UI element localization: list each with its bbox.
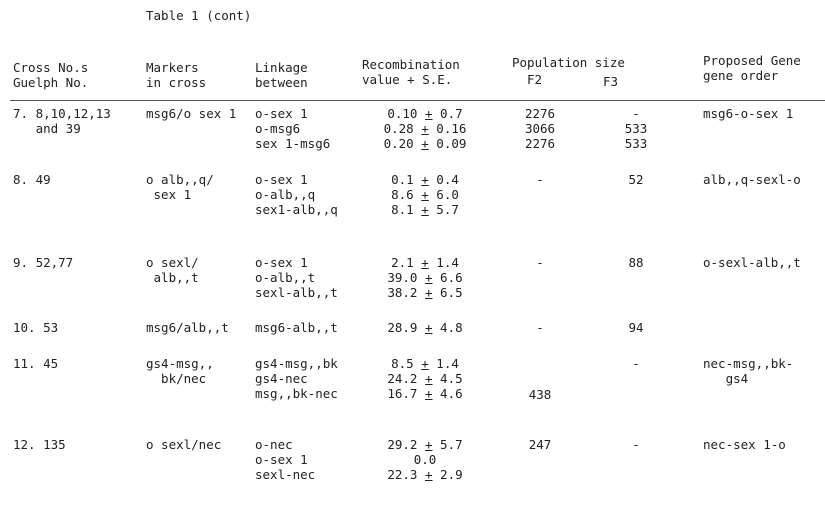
markers-in-cross: o alb,,q/ [146, 172, 214, 187]
recombination-value: 8.6 + 6.0 [391, 187, 459, 202]
plus-minus-sign: + [425, 371, 433, 386]
plus-minus-sign: + [421, 136, 429, 151]
linkage-between: o-sex 1 [255, 172, 308, 187]
markers-in-cross: msg6/alb,,t [146, 320, 229, 335]
population-f3: - [632, 356, 640, 371]
header-linkage-line1: Linkage [255, 60, 308, 75]
population-f2: 247 [528, 437, 552, 452]
population-f2: - [536, 255, 544, 270]
recombination-value: 0.1 + 0.4 [391, 172, 459, 187]
proposed-gene-order: o-sexl-alb,,t [703, 255, 801, 270]
population-f3: 88 [628, 255, 644, 270]
plus-minus-sign: + [421, 187, 429, 202]
markers-in-cross: o sexl/ [146, 255, 199, 270]
recombination-value: 0.20 + 0.09 [383, 136, 467, 151]
population-f2: - [536, 320, 544, 335]
linkage-between: o-msg6 [255, 121, 301, 136]
recombination-value: 2.1 + 1.4 [391, 255, 459, 270]
proposed-gene-order: nec-msg,,bk- [703, 356, 794, 371]
population-f2: - [536, 172, 544, 187]
plus-minus-sign: + [421, 356, 429, 371]
header-cross-line1: Cross No.s [13, 60, 89, 75]
header-cross-line2: Guelph No. [13, 75, 89, 90]
header-recomb-line1: Recombination [362, 57, 460, 72]
header-linkage-line2: between [255, 75, 308, 90]
header-recomb-line2: value + S.E. [362, 72, 453, 87]
markers-in-cross: alb,,t [146, 270, 199, 285]
cross-number: 12. 135 [13, 437, 66, 452]
population-f3: 533 [624, 121, 648, 136]
proposed-gene-order: msg6-o-sex 1 [703, 106, 794, 121]
cross-number: 11. 45 [13, 356, 59, 371]
header-markers-line2: in cross [146, 75, 207, 90]
cross-number: 9. 52,77 [13, 255, 74, 270]
linkage-between: sexl-alb,,t [255, 285, 338, 300]
header-markers-line1: Markers [146, 60, 199, 75]
population-f3: 94 [628, 320, 644, 335]
proposed-gene-order: gs4 [703, 371, 749, 386]
linkage-between: msg6-alb,,t [255, 320, 338, 335]
markers-in-cross: sex 1 [146, 187, 192, 202]
linkage-between: o-sex 1 [255, 255, 308, 270]
header-population-size: Population size [512, 55, 625, 70]
plus-minus-sign: + [421, 202, 429, 217]
population-f3: 533 [624, 136, 648, 151]
header-f2: F2 [527, 72, 543, 87]
linkage-between: msg,,bk-nec [255, 386, 338, 401]
population-f2: 2276 [524, 106, 556, 121]
population-f3: - [632, 437, 640, 452]
population-f2: 2276 [524, 136, 556, 151]
plus-minus-sign: + [421, 172, 429, 187]
recombination-value: 0.0 [413, 452, 437, 467]
markers-in-cross: gs4-msg,, [146, 356, 214, 371]
recombination-value: 29.2 + 5.7 [387, 437, 463, 452]
linkage-between: sex 1-msg6 [255, 136, 331, 151]
recombination-value: 0.28 + 0.16 [383, 121, 467, 136]
population-f2: 3066 [524, 121, 556, 136]
plus-minus-sign: + [421, 121, 429, 136]
recombination-value: 24.2 + 4.5 [387, 371, 463, 386]
population-f3: 52 [628, 172, 644, 187]
header-f3: F3 [603, 74, 619, 89]
recombination-value: 39.0 + 6.6 [387, 270, 463, 285]
linkage-between: sex1-alb,,q [255, 202, 338, 217]
linkage-between: gs4-nec [255, 371, 308, 386]
cross-number: 8. 49 [13, 172, 51, 187]
linkage-between: o-sex 1 [255, 452, 308, 467]
population-f3: - [632, 106, 640, 121]
markers-in-cross: msg6/o sex 1 [146, 106, 237, 121]
plus-minus-sign: + [425, 386, 433, 401]
plus-minus-sign: + [421, 255, 429, 270]
cross-number: 10. 53 [13, 320, 59, 335]
recombination-value: 8.5 + 1.4 [391, 356, 459, 371]
plus-minus-sign: + [425, 320, 433, 335]
linkage-between: gs4-msg,,bk [255, 356, 338, 371]
proposed-gene-order: alb,,q-sexl-o [703, 172, 801, 187]
linkage-between: o-alb,,q [255, 187, 316, 202]
linkage-between: o-sex 1 [255, 106, 308, 121]
proposed-gene-order: nec-sex 1-o [703, 437, 786, 452]
recombination-value: 0.10 + 0.7 [387, 106, 463, 121]
markers-in-cross: o sexl/nec [146, 437, 222, 452]
linkage-between: o-nec [255, 437, 293, 452]
header-rule [10, 100, 825, 101]
header-order-line1: Proposed Gene [703, 53, 801, 68]
table-caption: Table 1 (cont) [146, 8, 252, 23]
plus-minus-sign: + [425, 437, 433, 452]
plus-minus-sign: + [425, 270, 433, 285]
plus-minus-sign: + [425, 285, 433, 300]
linkage-between: sexl-nec [255, 467, 316, 482]
header-order-line2: gene order [703, 68, 779, 83]
recombination-value: 38.2 + 6.5 [387, 285, 463, 300]
plus-minus-sign: + [425, 106, 433, 121]
plus-minus-sign: + [425, 467, 433, 482]
population-f2: 438 [528, 387, 552, 402]
recombination-value: 28.9 + 4.8 [387, 320, 463, 335]
recombination-value: 16.7 + 4.6 [387, 386, 463, 401]
recombination-value: 22.3 + 2.9 [387, 467, 463, 482]
markers-in-cross: bk/nec [146, 371, 207, 386]
recombination-value: 8.1 + 5.7 [391, 202, 459, 217]
cross-number: 7. 8,10,12,13 [13, 106, 111, 121]
cross-number: and 39 [13, 121, 81, 136]
linkage-between: o-alb,,t [255, 270, 316, 285]
